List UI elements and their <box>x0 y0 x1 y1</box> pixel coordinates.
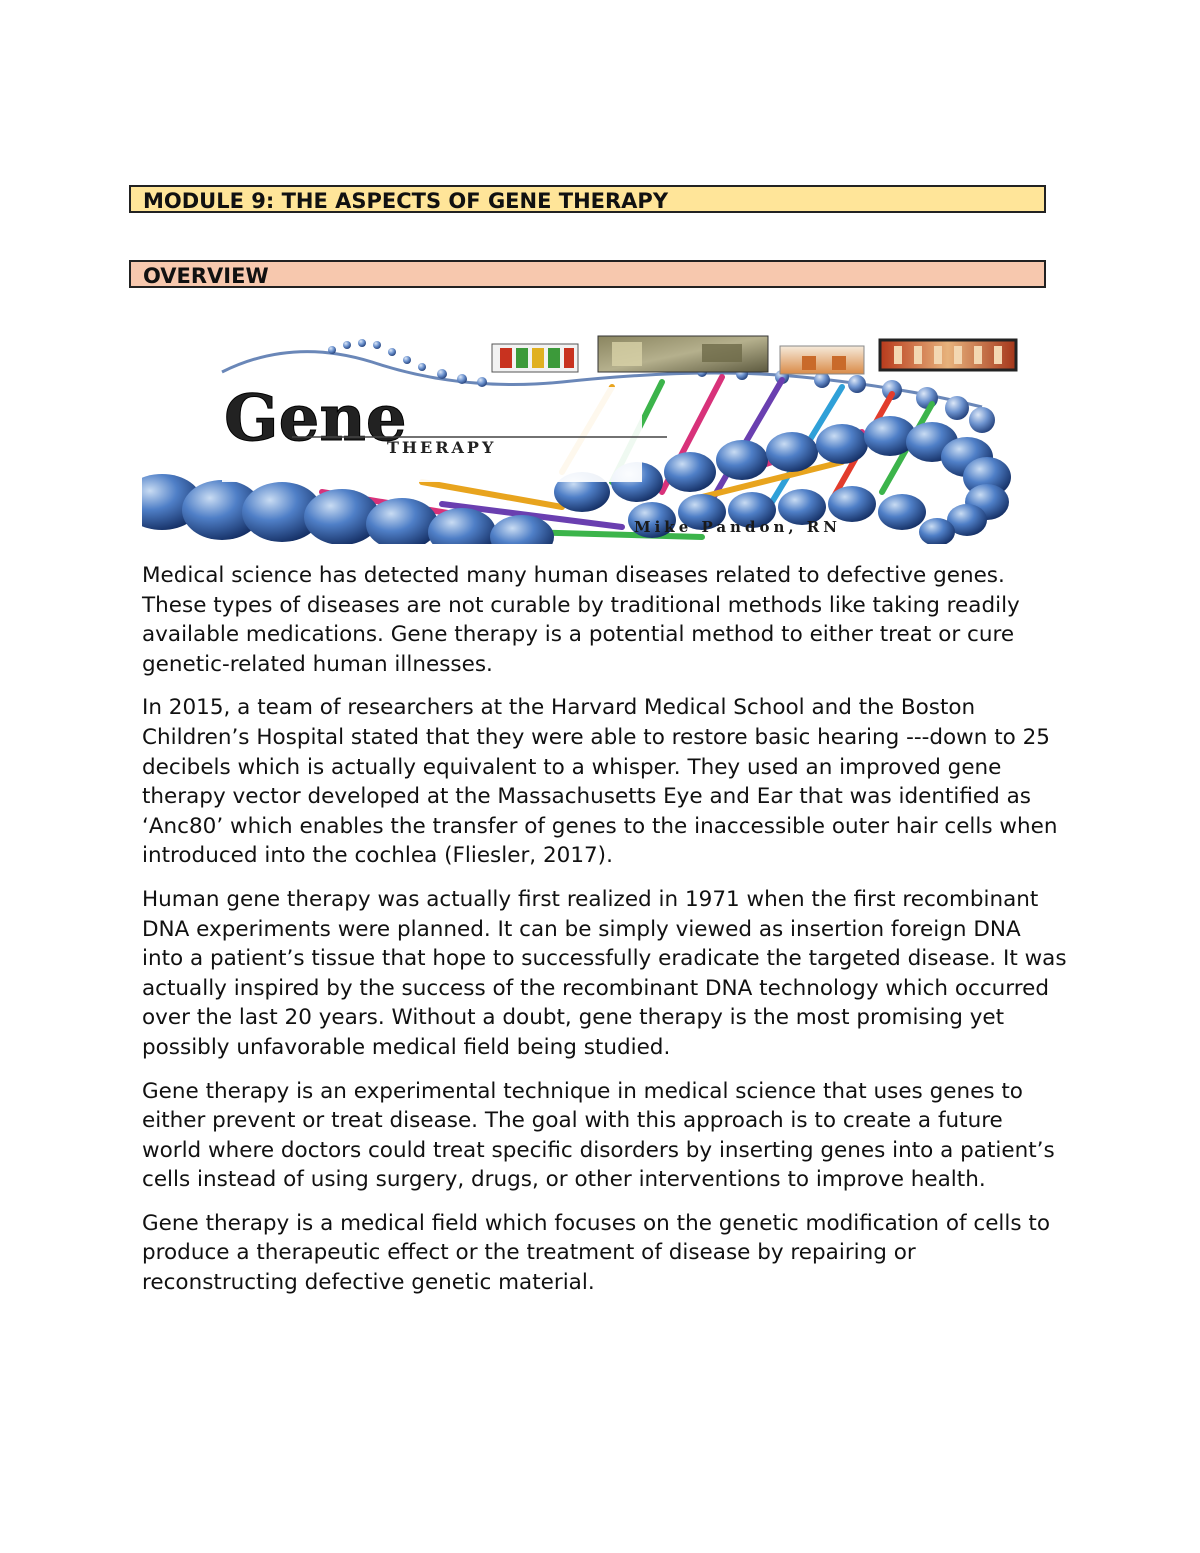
banner-title-group <box>222 381 667 482</box>
paragraph-2: In 2015, a team of researchers at the Harvard Medical School and the Boston Children’s Hospital stated that they were able to restore basic hearing ---down to 25 decibels which is actually equivalent to a whisper. They used an improved gene therapy vector developed at the Massachusetts Eye and Ear that was identified as ‘Anc80’ which enables the transfer of genes to the inaccessible outer hair cells when introduced into the cochlea (Fliesler, 2017). <box>142 695 1058 869</box>
banner-title: Gene <box>224 381 407 456</box>
body-text <box>142 561 1067 1312</box>
banner-subtitle: THERAPY <box>387 438 497 457</box>
paragraph-5: Gene therapy is a medical field which focuses on the genetic modification of cells to produce a therapeutic effect or the treatment of disease by repairing or reconstructing defective genetic material. <box>142 1210 1050 1296</box>
paragraph-1: Medical science has detected many human diseases related to defective genes. These types of diseases are not curable by traditional methods like taking readily available medications. Gene therapy is a potential method to either treat or cure genetic-related human illnesses. <box>142 563 1020 677</box>
gene-therapy-banner <box>142 332 1018 544</box>
paragraph-3: Human gene therapy was actually first realized in 1971 when the first recombinant DNA experiments were planned. It can be simply viewed as insertion foreign DNA into a patient’s tissue that hope to successfully eradicate the targeted disease. It was actually inspired by the success of the recombinant DNA technology which occurred over the last 20 years. Without a doubt, gene therapy is the most promising yet possibly unfavorable medical field being studied. <box>142 886 1067 1060</box>
paragraph-4: Gene therapy is an experimental technique in medical science that uses genes to either prevent or treat disease. The goal with this approach is to create a future world where doctors could treat specific disorders by inserting genes into a patient’s cells instead of using surgery, drugs, or other interventions to improve health. <box>142 1078 1055 1193</box>
banner-credit: Mike Pandon, RN <box>634 518 841 536</box>
photo-thumbnails <box>492 336 1016 374</box>
overview-heading: OVERVIEW <box>129 260 1046 288</box>
module-heading: MODULE 9: THE ASPECTS OF GENE THERAPY <box>129 185 1046 213</box>
